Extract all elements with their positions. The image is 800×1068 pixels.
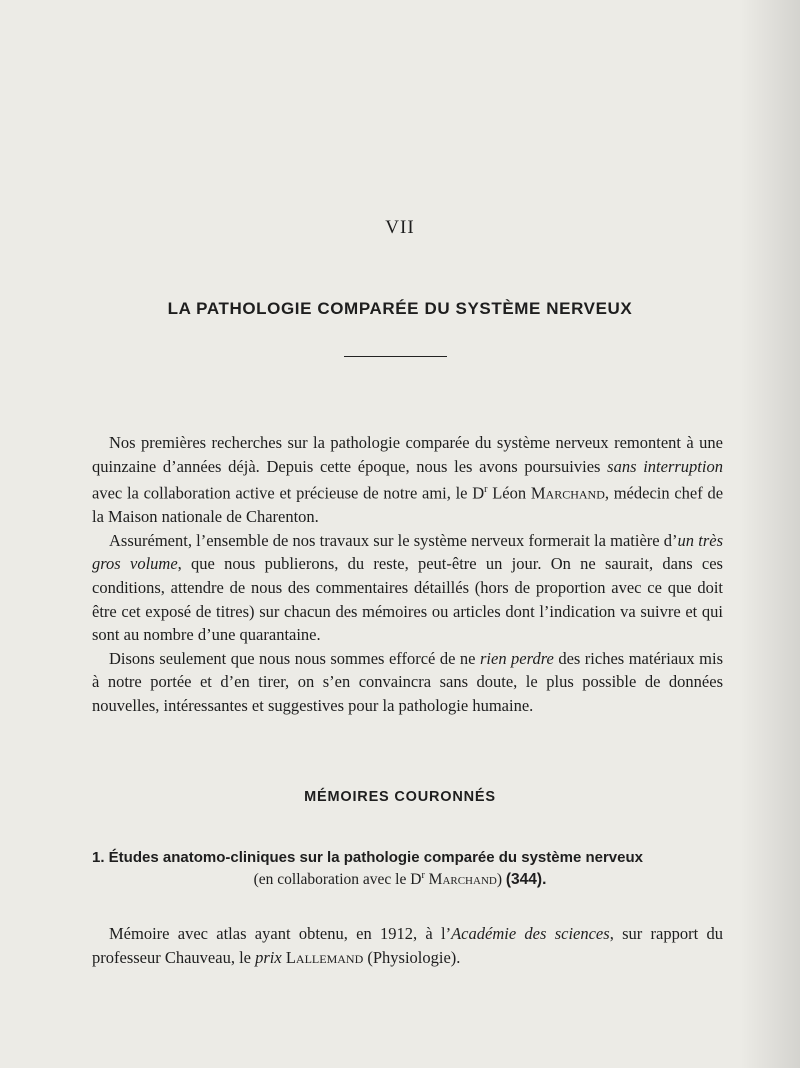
intro-text [92,431,723,718]
chapter-title: LA PATHOLOGIE COMPARÉE DU SYSTÈME NERVEUX [167,299,633,318]
page-edge-shadow [740,0,800,1068]
chapter-number: VII [385,217,415,238]
intro-paragraph-1: Nos premières recherches sur la pathologie comparée du système nerveux remontent à une quinzaine d’années déjà. Depuis cette époque, nous les avons poursuivies sans interruption avec la collaboration active et précieuse de notre ami, le $D^r$ Léon Marchand, médecin chef de la Maison nationale de Charenton. [92,433,724,527]
title-rule [344,356,447,357]
entry-subtitle: (en collaboration avec le $D^r$ Marchand) (344). [253,870,547,889]
entry-description-paragraph: Mémoire avec atlas ayant obtenu, en 1912, à l’Académie des sciences, sur rapport du professeur Chauveau, le prix Lallemand (Physiologie). [92,924,723,967]
intro-paragraph-2: Assurément, l’ensemble de nos travaux sur le système nerveux formerait la matière d’un très gros volume, que nous publierons, du reste, peut-être un jour. On ne saurait, dans ces conditions, attendre de nous des commentaires détaillés (hors de proportion avec ce que doit être cet exposé de titres) sur chacun des mémoires ou articles dont l’indication va suivre et qui sont au nombre d’une quarantaine. [92,530,723,645]
section-heading: MÉMOIRES COURONNÉS [304,789,496,805]
entry-reference: (344). [505,871,547,889]
intro-paragraph-3: Disons seulement que nous nous sommes efforcé de ne rien perdre des riches matériaux mis à notre portée et d’en tirer, on s’en convaincra sans doute, le plus possible de données nouvelles, intéressantes et suggestives pour la pathologie humaine. [92,648,724,716]
entry-description [92,922,723,969]
entry-title: 1. Études anatomo-cliniques sur la pathologie comparée du système nerveux [92,849,643,866]
